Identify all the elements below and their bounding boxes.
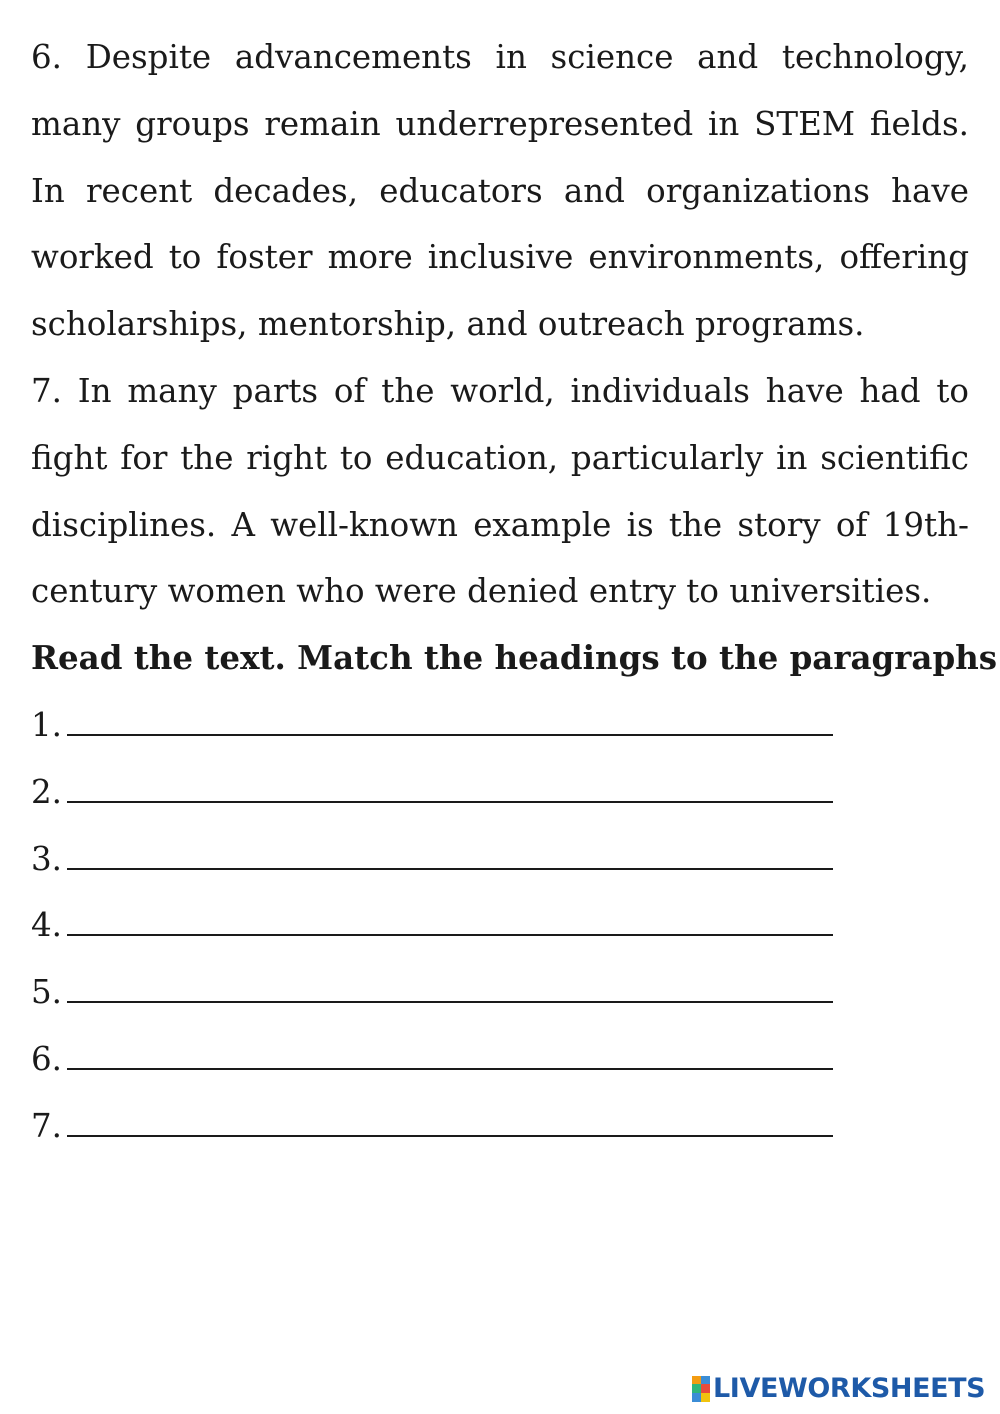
answer-row [31,1093,969,1160]
answer-blank-2[interactable] [67,773,833,803]
answer-row [31,826,969,893]
answer-blank-4[interactable] [67,906,833,936]
instruction-heading: Read the text. Match the headings to the paragraphs [31,638,998,678]
answer-blank-5[interactable] [67,973,833,1003]
answer-blank-7[interactable] [67,1107,833,1137]
liveworksheets-logo[interactable] [692,1374,985,1404]
worksheet-page [31,24,998,1160]
answer-blank-3[interactable] [67,840,833,870]
answer-number: 4. [31,906,63,945]
answer-number: 1. [31,705,63,744]
answer-row [31,892,969,959]
answer-blank-6[interactable] [67,1040,833,1070]
answer-row [31,759,969,826]
liveworksheets-logo-icon [692,1376,710,1402]
answer-row [31,959,969,1026]
answer-list [31,692,969,1160]
answer-number: 5. [31,973,63,1012]
answer-number: 7. [31,1106,63,1145]
paragraph-6: 6. Despite advancements in science and technology, many groups remain underrepresented in STEM fields. In recent decades, educators and organizations have worked to foster more inclusive environments, offering scholarships, mentorship, and outreach programs. [31,38,969,344]
answer-row [31,692,969,759]
paragraph-7: 7. In many parts of the world, individuals have had to fight for the right to education, particularly in scientific disciplines. A well-known example is the story of 19th-century women who were denied entry to universities. [31,371,969,611]
logo-wordmark: LIVEWORKSHEETS [713,1373,986,1404]
answer-row [31,1026,969,1093]
answer-number: 3. [31,839,63,878]
answer-blank-1[interactable] [67,706,833,736]
answer-number: 2. [31,772,63,811]
answer-number: 6. [31,1039,63,1078]
